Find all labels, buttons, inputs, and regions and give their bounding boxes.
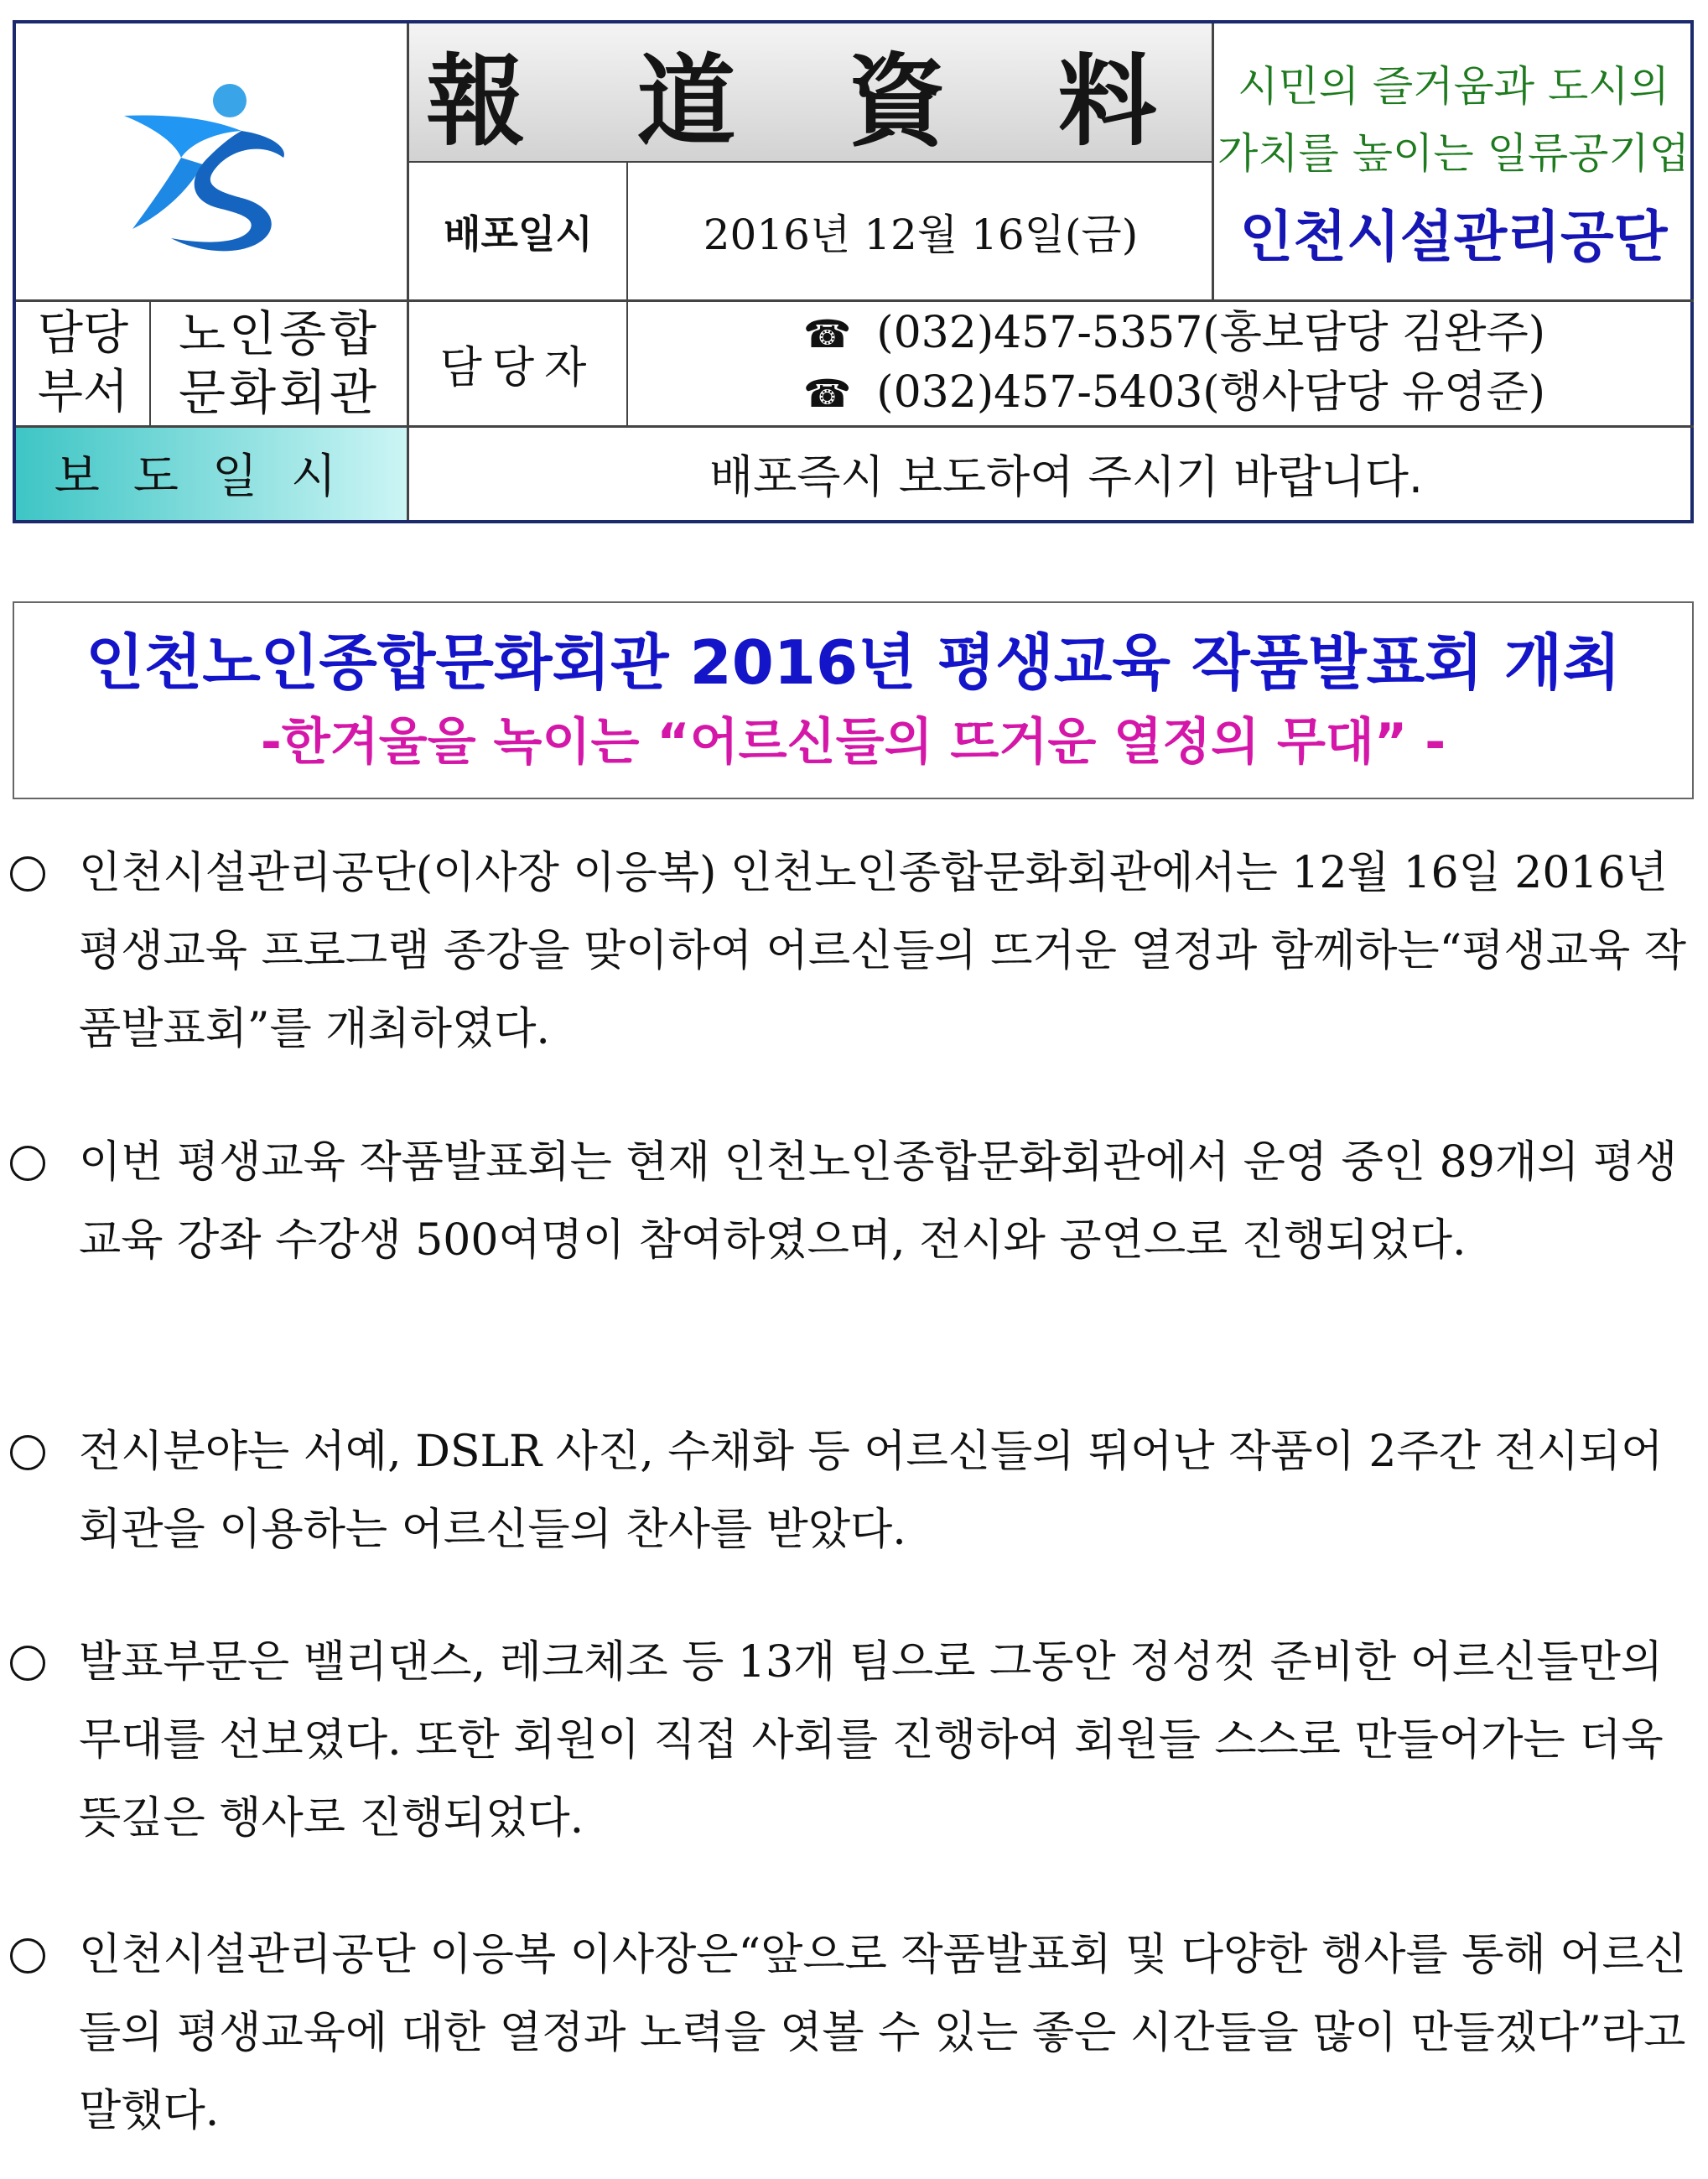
circle-bullet-icon [7, 1916, 49, 1994]
body-paragraph [7, 835, 1696, 1069]
contact-info [628, 300, 1694, 426]
phone-icon: ☎ [802, 371, 852, 416]
release-time-value: 배포즉시 보도하여 주시기 바랍니다. [709, 450, 1424, 503]
circle-bullet-icon [7, 1124, 49, 1202]
paragraph-text: 인천시설관리공단(이사장 이응복) 인천노인종합문화회관에서는 12월 16일 2016년 평생교육 프로그램 종강을 맞이하여 어르신들의 뜨거운 열정과 함께하는“평생교육 작품발표회”를 개최하였다. [79, 848, 1686, 1054]
body-paragraph [7, 1624, 1696, 1858]
paragraph-text: 인천시설관리공단 이응복 이사장은“앞으로 작품발표회 및 다양한 행사를 통해 어르신들의 평생교육에 대한 열정과 노력을 엿볼 수 있는 좋은 시간들을 많이 만들겠다”라고 말했다. [79, 1930, 1686, 2136]
contact-line-2 [803, 363, 1545, 423]
grid-divider [16, 425, 1694, 428]
release-time-label: 보도일시 [16, 426, 408, 520]
grid-divider [408, 161, 1213, 163]
distribution-date-value: 2016년 12월 16일(금) [703, 210, 1139, 259]
slogan-cell [1213, 23, 1694, 300]
body-paragraph [7, 1916, 1696, 2150]
grid-divider [16, 299, 1694, 302]
paragraph-text: 이번 평생교육 작품발표회는 현재 인천노인종합문화회관에서 운영 중인 89개의 평생교육 강좌 수강생 500여명이 참여하였으며, 전시와 공연으로 진행되었다. [79, 1137, 1678, 1266]
body-paragraph [7, 1413, 1696, 1569]
circle-bullet-icon [7, 1413, 49, 1491]
document-title: 報 道 資 料 [426, 43, 1196, 159]
grid-divider [149, 300, 151, 426]
logo-icon [116, 65, 309, 258]
department-line-2: 문화회관 [178, 364, 381, 421]
grid-divider [407, 23, 409, 520]
contact-text-2: (032)457-5403(행사담당 유영준) [876, 367, 1546, 418]
headline-box [13, 601, 1694, 799]
department-label [16, 300, 150, 426]
distribution-date-label: 배포일시 [444, 211, 593, 257]
department-label-line-2: 부서 [37, 365, 129, 419]
phone-icon: ☎ [802, 311, 852, 356]
circle-bullet-icon [7, 835, 49, 913]
contact-person-label: 담당자 [439, 342, 597, 393]
document-title-cell [408, 23, 1213, 162]
department-value [150, 300, 408, 426]
headline-title: 인천노인종합문화회관 2016년 평생교육 작품발표회 개최 [86, 627, 1621, 698]
paragraph-text: 발표부문은 밸리댄스, 레크체조 등 13개 팀으로 그동안 정성껏 준비한 어르신들만의 무대를 선보였다. 또한 회원이 직접 사회를 진행하여 회원들 스스로 만들어가는 더욱 뜻깊은 행사로 진행되었다. [79, 1637, 1664, 1844]
contact-line-1 [803, 304, 1545, 363]
slogan-line-1: 시민의 즐거움과 도시의 [1238, 61, 1669, 111]
organization-name: 인천시설관리공단 [1239, 204, 1668, 269]
logo-cell [16, 23, 408, 300]
department-label-line-1: 담당 [37, 306, 129, 361]
body-paragraph [7, 1124, 1696, 1280]
paragraph-text: 전시분야는 서예, DSLR 사진, 수채화 등 어르신들의 뛰어난 작품이 2주간 전시되어 회관을 이용하는 어르신들의 찬사를 받았다. [79, 1427, 1664, 1555]
press-release-header [13, 20, 1694, 523]
grid-divider [626, 162, 628, 426]
circle-bullet-icon [7, 1624, 49, 1702]
department-line-1: 노인종합 [178, 305, 381, 362]
slogan-line-2: 가치를 높이는 일류공기업 [1217, 128, 1690, 178]
headline-subtitle: -한겨울을 녹이는 “어르신들의 뜨거운 열정의 무대” - [260, 713, 1446, 772]
contact-text-1: (032)457-5357(홍보담당 김완주) [876, 308, 1546, 358]
